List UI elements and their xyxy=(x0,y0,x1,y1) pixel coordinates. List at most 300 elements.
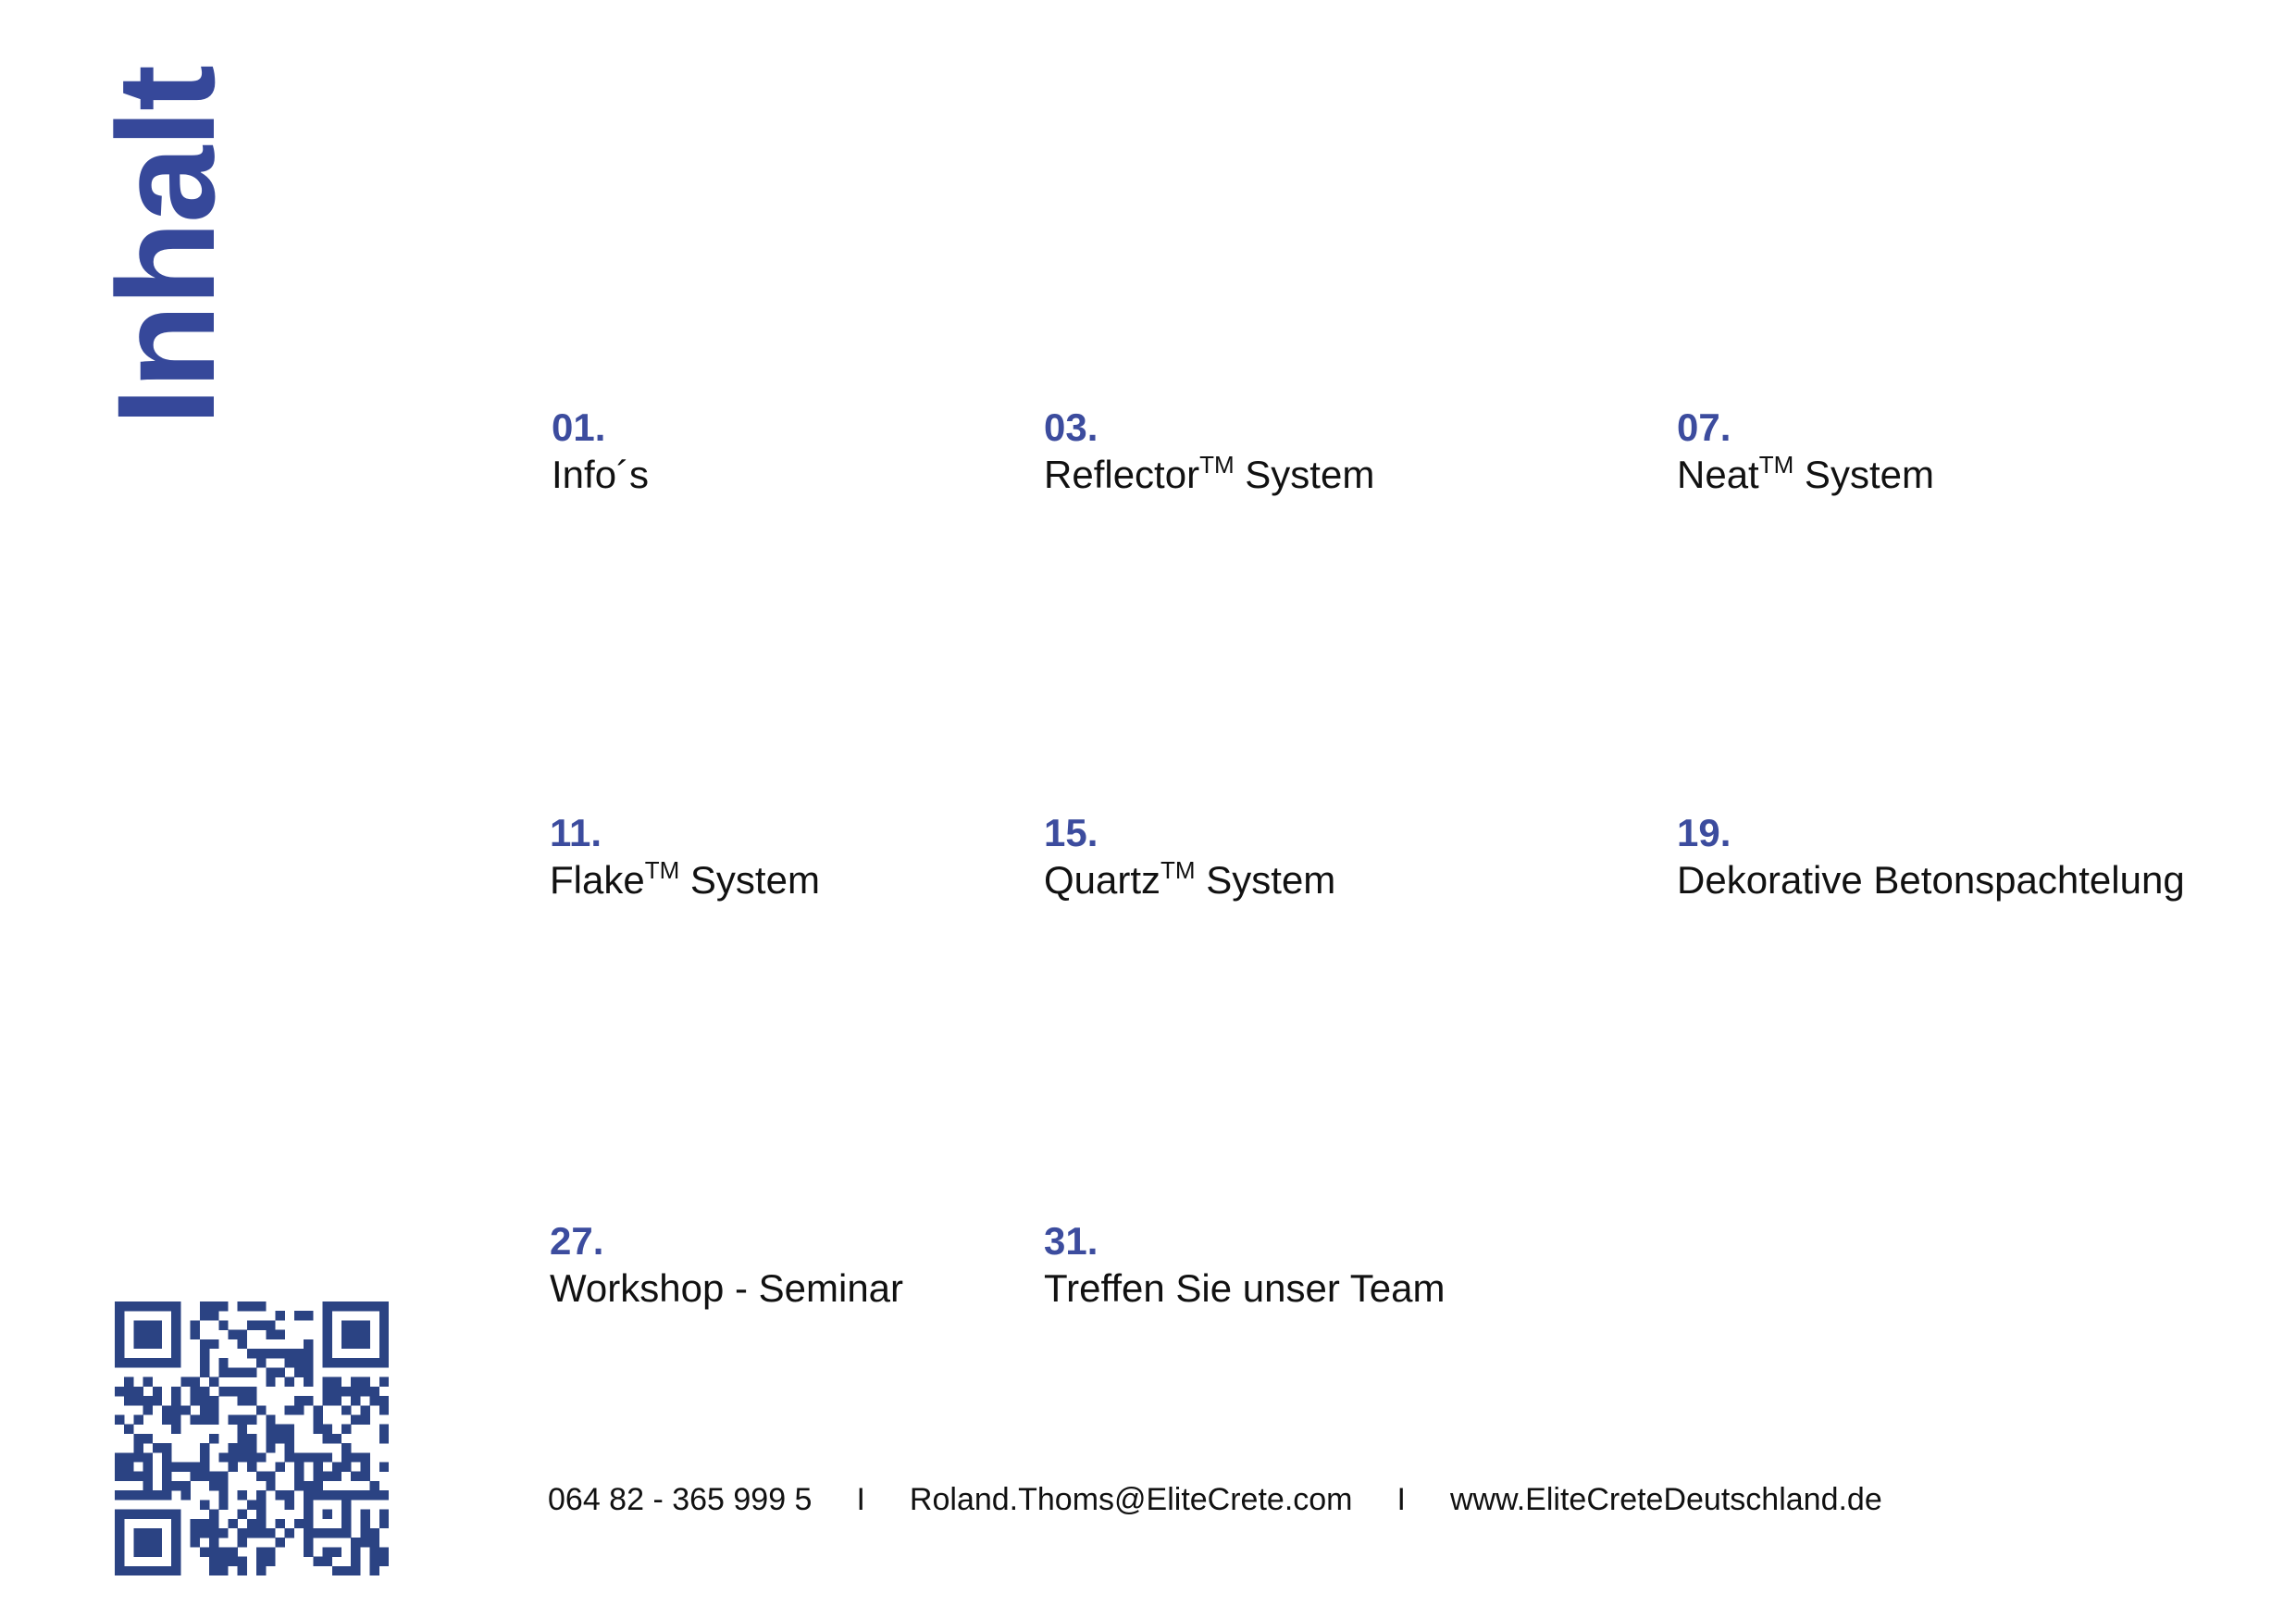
qr-module xyxy=(218,1481,228,1490)
toc-number: 11. xyxy=(550,811,602,854)
qr-module xyxy=(209,1528,218,1538)
qr-module xyxy=(200,1367,209,1376)
qr-module xyxy=(133,1510,143,1519)
qr-module xyxy=(143,1510,153,1519)
qr-module xyxy=(200,1396,209,1405)
qr-code-icon[interactable] xyxy=(115,1301,389,1575)
qr-module xyxy=(332,1434,341,1443)
qr-module xyxy=(276,1367,285,1376)
qr-module xyxy=(218,1358,228,1367)
toc-title: Reflector™ System xyxy=(1044,451,1375,496)
qr-module xyxy=(266,1367,275,1376)
qr-module xyxy=(323,1490,332,1500)
qr-module xyxy=(360,1377,369,1387)
qr-module xyxy=(191,1330,200,1339)
qr-module xyxy=(323,1387,332,1396)
website-link[interactable]: www.EliteCreteDeutschland.de xyxy=(1449,1482,1882,1517)
qr-module xyxy=(247,1500,256,1509)
qr-module xyxy=(256,1566,266,1575)
qr-module xyxy=(276,1311,285,1320)
qr-module xyxy=(115,1330,124,1339)
qr-module xyxy=(171,1396,180,1405)
qr-module xyxy=(323,1557,332,1566)
qr-module xyxy=(256,1452,266,1462)
qr-module xyxy=(379,1358,389,1367)
qr-module xyxy=(153,1358,162,1367)
qr-module xyxy=(247,1528,256,1538)
qr-module xyxy=(351,1358,360,1367)
qr-module xyxy=(313,1528,322,1538)
qr-module xyxy=(304,1396,313,1405)
qr-module xyxy=(294,1463,304,1472)
qr-module xyxy=(247,1387,256,1396)
qr-module xyxy=(256,1358,266,1367)
qr-module xyxy=(360,1528,369,1538)
qr-module xyxy=(360,1463,369,1472)
qr-module xyxy=(379,1510,389,1519)
qr-module xyxy=(162,1490,171,1500)
qr-module xyxy=(171,1566,180,1575)
qr-module xyxy=(304,1547,313,1556)
qr-module xyxy=(256,1490,266,1500)
qr-module xyxy=(341,1387,351,1396)
qr-module xyxy=(228,1367,237,1376)
qr-module xyxy=(218,1367,228,1376)
qr-module xyxy=(209,1481,218,1490)
qr-module xyxy=(379,1490,389,1500)
qr-module xyxy=(304,1452,313,1462)
qr-module xyxy=(124,1396,133,1405)
qr-module xyxy=(153,1528,162,1538)
trademark-mark: TM xyxy=(1199,451,1235,479)
qr-module xyxy=(351,1339,360,1349)
qr-module xyxy=(266,1377,275,1387)
qr-module xyxy=(200,1519,209,1528)
page-heading-wrap xyxy=(88,56,243,426)
qr-module xyxy=(285,1405,294,1414)
qr-module xyxy=(238,1510,247,1519)
qr-module xyxy=(360,1510,369,1519)
qr-module xyxy=(238,1330,247,1339)
qr-module xyxy=(218,1500,228,1509)
qr-module xyxy=(379,1339,389,1349)
qr-module xyxy=(256,1320,266,1329)
qr-module xyxy=(180,1377,190,1387)
qr-module xyxy=(379,1396,389,1405)
qr-module xyxy=(276,1349,285,1358)
qr-module xyxy=(124,1472,133,1481)
qr-module xyxy=(209,1519,218,1528)
qr-module xyxy=(256,1301,266,1311)
toc-item-01[interactable] xyxy=(552,405,649,499)
qr-module xyxy=(218,1301,228,1311)
qr-module xyxy=(115,1519,124,1528)
contact-footer xyxy=(548,1481,1882,1518)
qr-module xyxy=(124,1510,133,1519)
qr-module xyxy=(153,1339,162,1349)
qr-module xyxy=(370,1566,379,1575)
qr-module xyxy=(313,1481,322,1490)
qr-module xyxy=(247,1452,256,1462)
email-link[interactable]: Roland.Thoms@EliteCrete.com xyxy=(909,1482,1353,1517)
qr-module xyxy=(153,1538,162,1547)
qr-module xyxy=(360,1490,369,1500)
qr-module xyxy=(341,1500,351,1509)
qr-module xyxy=(191,1396,200,1405)
qr-module xyxy=(247,1434,256,1443)
qr-module xyxy=(218,1547,228,1556)
qr-module xyxy=(323,1320,332,1329)
qr-module xyxy=(266,1557,275,1566)
qr-module xyxy=(266,1349,275,1358)
phone-number[interactable]: 064 82 - 365 999 5 xyxy=(548,1482,813,1517)
qr-module xyxy=(209,1405,218,1414)
toc-number: 01. xyxy=(552,405,606,449)
qr-module xyxy=(341,1339,351,1349)
qr-module xyxy=(304,1377,313,1387)
qr-module xyxy=(133,1538,143,1547)
toc-item-27[interactable] xyxy=(550,1218,903,1313)
qr-module xyxy=(133,1452,143,1462)
qr-module xyxy=(191,1519,200,1528)
qr-module xyxy=(228,1387,237,1396)
toc-title: Info´s xyxy=(552,453,650,496)
qr-module xyxy=(143,1396,153,1405)
qr-module xyxy=(323,1510,332,1519)
qr-module xyxy=(323,1472,332,1481)
qr-module xyxy=(351,1301,360,1311)
qr-module xyxy=(256,1500,266,1509)
qr-module xyxy=(133,1320,143,1329)
toc-title: Treffen Sie unser Team xyxy=(1044,1266,1446,1310)
qr-module xyxy=(133,1396,143,1405)
qr-module xyxy=(379,1301,389,1311)
qr-module xyxy=(256,1472,266,1481)
qr-module xyxy=(332,1472,341,1481)
qr-module xyxy=(360,1320,369,1329)
toc-number: 27. xyxy=(550,1219,604,1263)
qr-module xyxy=(351,1396,360,1405)
qr-module xyxy=(266,1414,275,1424)
qr-module xyxy=(124,1358,133,1367)
qr-module xyxy=(294,1396,304,1405)
qr-module xyxy=(304,1490,313,1500)
qr-module xyxy=(379,1311,389,1320)
qr-module xyxy=(313,1490,322,1500)
qr-module xyxy=(209,1414,218,1424)
qr-module xyxy=(191,1320,200,1329)
qr-module xyxy=(171,1414,180,1424)
qr-module xyxy=(162,1566,171,1575)
qr-module xyxy=(200,1443,209,1452)
qr-module xyxy=(200,1463,209,1472)
qr-module xyxy=(238,1425,247,1434)
qr-module xyxy=(256,1349,266,1358)
qr-module xyxy=(351,1377,360,1387)
qr-module xyxy=(218,1452,228,1462)
qr-module xyxy=(200,1405,209,1414)
toc-number: 31. xyxy=(1044,1219,1098,1263)
qr-module xyxy=(115,1339,124,1349)
qr-module xyxy=(323,1452,332,1462)
qr-module xyxy=(379,1547,389,1556)
qr-module xyxy=(294,1405,304,1414)
qr-module xyxy=(153,1320,162,1329)
toc-item-11[interactable] xyxy=(550,810,820,904)
qr-module xyxy=(276,1490,285,1500)
qr-module xyxy=(341,1320,351,1329)
qr-module xyxy=(370,1301,379,1311)
qr-module xyxy=(115,1301,124,1311)
trademark-mark: TM xyxy=(1758,451,1794,479)
qr-module xyxy=(133,1547,143,1556)
qr-module xyxy=(218,1566,228,1575)
qr-module xyxy=(332,1547,341,1556)
qr-module xyxy=(285,1490,294,1500)
qr-module xyxy=(341,1330,351,1339)
qr-module xyxy=(153,1301,162,1311)
qr-module xyxy=(191,1377,200,1387)
qr-module xyxy=(143,1320,153,1329)
qr-module xyxy=(323,1434,332,1443)
qr-module xyxy=(162,1481,171,1490)
qr-module xyxy=(115,1358,124,1367)
qr-module xyxy=(341,1566,351,1575)
qr-module xyxy=(133,1330,143,1339)
qr-module xyxy=(360,1358,369,1367)
qr-module xyxy=(313,1557,322,1566)
qr-module xyxy=(276,1538,285,1547)
qr-module xyxy=(238,1528,247,1538)
qr-module xyxy=(115,1538,124,1547)
qr-module xyxy=(341,1519,351,1528)
qr-module xyxy=(171,1330,180,1339)
qr-module xyxy=(200,1414,209,1424)
qr-module xyxy=(238,1452,247,1462)
qr-module xyxy=(266,1330,275,1339)
qr-module xyxy=(304,1311,313,1320)
qr-module xyxy=(143,1339,153,1349)
qr-module xyxy=(379,1434,389,1443)
qr-module xyxy=(332,1528,341,1538)
qr-module xyxy=(133,1443,143,1452)
qr-module xyxy=(304,1481,313,1490)
qr-module xyxy=(133,1490,143,1500)
qr-module xyxy=(276,1434,285,1443)
qr-module xyxy=(143,1472,153,1481)
qr-module xyxy=(238,1339,247,1349)
qr-module xyxy=(115,1490,124,1500)
qr-module xyxy=(171,1311,180,1320)
toc-title: Flake™ System xyxy=(550,856,820,902)
qr-module xyxy=(228,1414,237,1424)
qr-module xyxy=(143,1528,153,1538)
qr-module xyxy=(133,1339,143,1349)
qr-module xyxy=(143,1377,153,1387)
qr-module xyxy=(209,1547,218,1556)
qr-module xyxy=(200,1339,209,1349)
qr-module xyxy=(266,1443,275,1452)
qr-module xyxy=(171,1387,180,1396)
qr-module xyxy=(332,1566,341,1575)
qr-module xyxy=(191,1463,200,1472)
qr-module xyxy=(332,1301,341,1311)
qr-module xyxy=(209,1538,218,1547)
footer-separator: I xyxy=(856,1482,865,1517)
qr-module xyxy=(218,1320,228,1329)
qr-module xyxy=(256,1547,266,1556)
qr-module xyxy=(247,1349,256,1358)
qr-module xyxy=(294,1367,304,1376)
qr-module xyxy=(133,1434,143,1443)
qr-module xyxy=(115,1349,124,1358)
toc-item-15[interactable] xyxy=(1044,810,1335,904)
qr-module xyxy=(200,1349,209,1358)
qr-module xyxy=(238,1434,247,1443)
qr-module xyxy=(266,1481,275,1490)
qr-module xyxy=(143,1566,153,1575)
qr-module xyxy=(266,1320,275,1329)
qr-module xyxy=(133,1528,143,1538)
qr-module xyxy=(115,1566,124,1575)
qr-module xyxy=(323,1547,332,1556)
qr-module xyxy=(294,1358,304,1367)
toc-title: Neat™ System xyxy=(1677,451,1934,496)
qr-module xyxy=(115,1311,124,1320)
qr-module xyxy=(304,1358,313,1367)
qr-module xyxy=(351,1452,360,1462)
qr-module xyxy=(171,1301,180,1311)
toc-item-19[interactable] xyxy=(1677,810,2185,904)
qr-module xyxy=(276,1330,285,1339)
qr-module xyxy=(323,1377,332,1387)
qr-module xyxy=(228,1463,237,1472)
qr-module xyxy=(143,1301,153,1311)
qr-module xyxy=(209,1339,218,1349)
qr-module xyxy=(228,1547,237,1556)
qr-module xyxy=(209,1557,218,1566)
toc-number: 07. xyxy=(1677,405,1731,449)
qr-module xyxy=(304,1339,313,1349)
qr-module xyxy=(247,1519,256,1528)
qr-module xyxy=(171,1538,180,1547)
toc-item-31[interactable] xyxy=(1044,1218,1445,1313)
qr-module xyxy=(266,1434,275,1443)
qr-module xyxy=(124,1566,133,1575)
qr-module xyxy=(304,1367,313,1376)
qr-module xyxy=(238,1443,247,1452)
qr-module xyxy=(171,1547,180,1556)
qr-module xyxy=(341,1452,351,1462)
qr-module xyxy=(247,1367,256,1376)
qr-module xyxy=(351,1414,360,1424)
qr-module xyxy=(191,1538,200,1547)
toc-number: 03. xyxy=(1044,405,1098,449)
qr-module xyxy=(332,1463,341,1472)
qr-module xyxy=(351,1566,360,1575)
qr-module xyxy=(115,1528,124,1538)
qr-module xyxy=(162,1301,171,1311)
qr-module xyxy=(162,1358,171,1367)
qr-module xyxy=(228,1557,237,1566)
qr-module xyxy=(238,1367,247,1376)
qr-module xyxy=(133,1566,143,1575)
qr-module xyxy=(218,1528,228,1538)
qr-module xyxy=(313,1472,322,1481)
qr-module xyxy=(285,1358,294,1367)
qr-module xyxy=(200,1301,209,1311)
toc-title: Dekorative Betonspachtelung xyxy=(1677,858,2185,902)
qr-module xyxy=(351,1490,360,1500)
qr-module xyxy=(238,1396,247,1405)
qr-module xyxy=(323,1330,332,1339)
qr-module xyxy=(360,1472,369,1481)
qr-module xyxy=(370,1557,379,1566)
qr-module xyxy=(360,1414,369,1424)
qr-module xyxy=(133,1301,143,1311)
qr-module xyxy=(360,1405,369,1414)
qr-module xyxy=(171,1463,180,1472)
qr-module xyxy=(313,1425,322,1434)
qr-module xyxy=(162,1463,171,1472)
qr-module xyxy=(143,1481,153,1490)
qr-module xyxy=(323,1396,332,1405)
qr-module xyxy=(247,1443,256,1452)
qr-module xyxy=(360,1452,369,1462)
qr-module xyxy=(332,1396,341,1405)
qr-module xyxy=(143,1405,153,1414)
qr-module xyxy=(171,1510,180,1519)
qr-module xyxy=(360,1387,369,1396)
qr-module xyxy=(323,1358,332,1367)
qr-module xyxy=(313,1414,322,1424)
qr-module xyxy=(200,1358,209,1367)
qr-module xyxy=(285,1500,294,1509)
qr-module xyxy=(304,1528,313,1538)
qr-module xyxy=(294,1481,304,1490)
qr-module xyxy=(133,1387,143,1396)
qr-module xyxy=(285,1349,294,1358)
toc-item-03[interactable] xyxy=(1044,405,1374,499)
qr-module xyxy=(200,1387,209,1396)
qr-module xyxy=(379,1377,389,1387)
qr-module xyxy=(341,1425,351,1434)
qr-module xyxy=(276,1519,285,1528)
qr-module xyxy=(218,1490,228,1500)
qr-module xyxy=(143,1330,153,1339)
qr-module xyxy=(332,1387,341,1396)
qr-module xyxy=(351,1538,360,1547)
qr-module xyxy=(200,1311,209,1320)
qr-module xyxy=(379,1405,389,1414)
qr-module xyxy=(133,1358,143,1367)
qr-module xyxy=(370,1538,379,1547)
qr-module xyxy=(379,1519,389,1528)
qr-module xyxy=(191,1472,200,1481)
qr-module xyxy=(313,1405,322,1414)
qr-module xyxy=(200,1472,209,1481)
trademark-mark: TM xyxy=(1160,856,1196,884)
qr-module xyxy=(323,1528,332,1538)
toc-item-07[interactable] xyxy=(1677,405,1934,499)
qr-module xyxy=(115,1414,124,1424)
qr-module xyxy=(180,1490,190,1500)
qr-module xyxy=(238,1538,247,1547)
qr-module xyxy=(247,1414,256,1424)
qr-module xyxy=(304,1519,313,1528)
qr-module xyxy=(200,1528,209,1538)
qr-module xyxy=(209,1396,218,1405)
